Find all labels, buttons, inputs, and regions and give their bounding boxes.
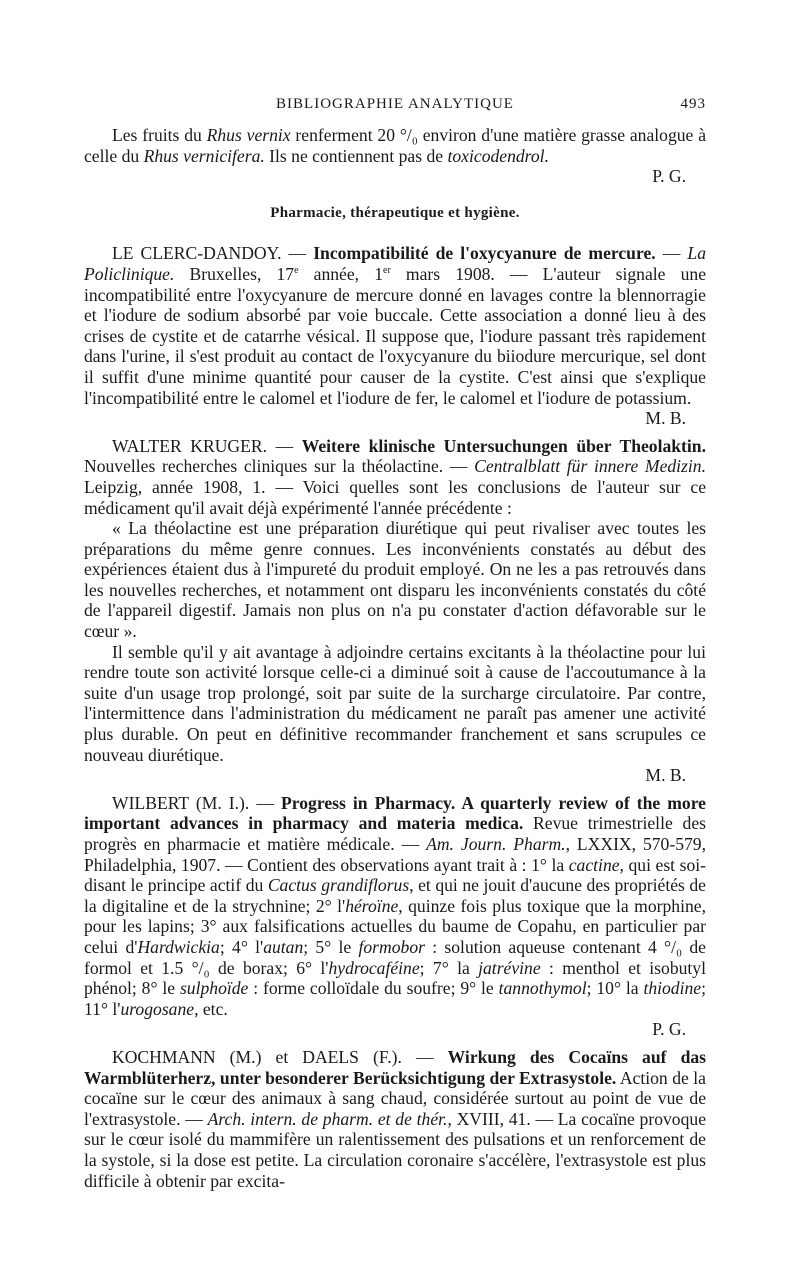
journal-name: La Policlinique. [84, 243, 706, 284]
text: renferment 20 °/₀ environ d'une matière grasse analogue à celle du [84, 125, 707, 166]
entry-author: KOCHMANN (M.) et DAELS (F.). — [112, 1046, 448, 1067]
entry-le-clerc-dandoy [84, 243, 706, 428]
text: , LXXIX, 570-579, Philadelphia, 1907. — Contient des observations ayant trait à : 1° la [84, 834, 707, 875]
signature: M. B. [645, 408, 686, 429]
section-title: Pharmacie, thérapeutique et hygiène. [270, 204, 520, 221]
text: , qui est soi-disant le principe actif du [84, 854, 707, 896]
text: Revue trimestrielle des progrès en pharmacie et matière médicale. — [84, 813, 706, 854]
text: Ils ne contiennent pas de [264, 145, 448, 166]
quote-paragraph: « La théolactine est une préparation diurétique qui peut rivaliser avec toutes les préparations du même genre connues. Les inconvénients constatés au début des expériences étaient dus à l'impureté du produit employé. On ne les a pas retrouvés dans les nouvelles recherches, et notamment ont disparu les inconvénients constatés du côté de l'appareil digestif. Jamais non plus on n'a pu constater d'action défavorable sur le cœur ». [84, 518, 706, 642]
term: cactine [568, 854, 620, 875]
entry-paragraph [84, 436, 706, 518]
term: héroïne [345, 895, 399, 916]
text: mars 1908. — L'auteur signale une incompatibilité entre l'oxycyanure de mercure donné en lavages contre la blennorragie et l'iodure de sodium absorbé par voie buccale. Cette association a donné lieu à des crises de cystite et de catarrhe vésical. Il suppose que, l'iodure passant très rapidement dans l'urine, il s'est produit au contact de l'oxycyanure du biiodure mercurique, sel dont il suffit d'une minime quantité pour causer de la cystite. C'est ainsi que s'explique l'incompatibilité entre le calomel et l'iodure de fer, le calomel et l'iodure de potassium. [84, 263, 707, 408]
entry-author: LE CLERC-DANDOY. — [112, 243, 314, 264]
text: Les fruits du [112, 125, 207, 145]
page-number: 493 [680, 96, 706, 112]
journal-name: Arch. intern. de pharm. et de thér. [207, 1108, 448, 1129]
text: , etc. [194, 998, 228, 1019]
journal-name: Am. Journ. Pharm. [426, 834, 566, 854]
text: année, 1 [298, 263, 383, 284]
entry-walter-kruger [84, 436, 706, 786]
entry-title: Wirkung des Cocaïns auf das Warmblüterherz, unter besonderer Berücksichtigung der Extrasystole. [84, 1046, 706, 1088]
term: urogosane [120, 998, 195, 1019]
header-title: BIBLIOGRAPHIE ANALYTIQUE [276, 96, 514, 112]
superscript: er [383, 265, 391, 277]
entry-wilbert [84, 793, 706, 1040]
entry-title: Incompatibilité de l'oxycyanure de mercure. [313, 243, 656, 264]
compound-name: toxicodendrol. [447, 145, 549, 166]
term: hydrocaféine [328, 957, 420, 978]
text: , XVIII, 41. — La cocaïne provoque sur le cœur isolé du mammifère un ralentissement des pulsations et un renforcement de la systole, si la dose est petite. La circulation coronaire s'accélère, l'extrasystole est plus difficile à obtenir par excita- [84, 1108, 706, 1191]
text: ; 11° l' [84, 978, 706, 1019]
text: Action de la cocaïne sur le cœur des animaux à sang chaud, considérée surtout au point de vue de l'extrasystole. — [84, 1067, 706, 1129]
text: Nouvelles recherches cliniques sur la théolactine. — [84, 456, 475, 477]
term: Cactus grandiflorus [267, 875, 410, 896]
signature: P. G. [652, 1019, 686, 1040]
text: — [655, 243, 688, 264]
signature: M. B. [645, 765, 686, 786]
text: ; 7° la [419, 957, 479, 978]
text: , et qui ne jouit d'aucune des propriétés de la digitaline et de la strychnine; 2° l' [84, 875, 706, 916]
entry-author: WILBERT (M. I.). — [112, 792, 282, 813]
signature: P. G. [652, 166, 686, 187]
term: tannothymol [498, 978, 587, 999]
species-name: Rhus vernicifera. [143, 145, 265, 166]
intro-paragraph [84, 125, 706, 166]
entry-paragraph: Il semble qu'il y ait avantage à adjoindre certains excitants à la théolactine pour lui rendre toute son activité lorsque celle-ci a diminué soit à cause de l'accoutumance à la suite d'un usage trop prolongé, soit par suite de la surcharge circulatoire. Par contre, l'intermittence dans l'administration du médicament ne paraît pas amener une activité plus durable. On peut en définitive recommander franchement et sans scrupules ce nouveau diurétique. [84, 641, 706, 765]
text: ; 4° l' [219, 936, 264, 957]
term: autan [263, 936, 304, 957]
term: formobor [358, 936, 425, 957]
term: thiodine [643, 978, 702, 999]
entry-paragraph [84, 1047, 706, 1191]
entry-title: Progress in Pharmacy. A quarterly review of the more important advances in pharmacy and materia medica. [84, 792, 706, 834]
term: Hardwickia [137, 936, 220, 957]
entry-kochmann-daels [84, 1047, 706, 1191]
text: : menthol et isobutyl phénol; 8° le [84, 957, 706, 999]
species-name: Rhus vernix [206, 125, 291, 145]
journal-name: Centralblatt für innere Medizin. [474, 456, 706, 477]
text: , quinze fois plus toxique que la morphine, pour les lapins; 3° aux falsifications actuelles du baume de Copahu, en particulier par celui d' [84, 895, 706, 957]
text: Leipzig, année 1908, 1. — Voici quelles sont les conclusions de l'auteur sur ce médicament qu'il avait déjà expérimenté l'année précédente : [84, 476, 706, 518]
entry-author: WALTER KRUGER. — [112, 435, 302, 456]
entry-paragraph [84, 793, 706, 1020]
term: sulphoïde [179, 978, 249, 999]
text: Bruxelles, 17 [174, 263, 295, 284]
intro-entry [84, 125, 706, 187]
entry-title: Weitere klinische Untersuchungen über Theolaktin. [301, 435, 706, 456]
superscript: e [294, 265, 299, 277]
text: ; 10° la [586, 978, 644, 999]
text: : solution aqueuse contenant 4 °/₀ de formol et 1.5 °/₀ de borax; 6° l' [84, 936, 706, 978]
text-body [84, 125, 706, 1191]
text: : forme colloïdale du soufre; 9° le [248, 978, 499, 999]
text: ; 5° le [303, 936, 359, 957]
term: jatrévine [478, 957, 541, 978]
entry-paragraph [84, 243, 706, 408]
